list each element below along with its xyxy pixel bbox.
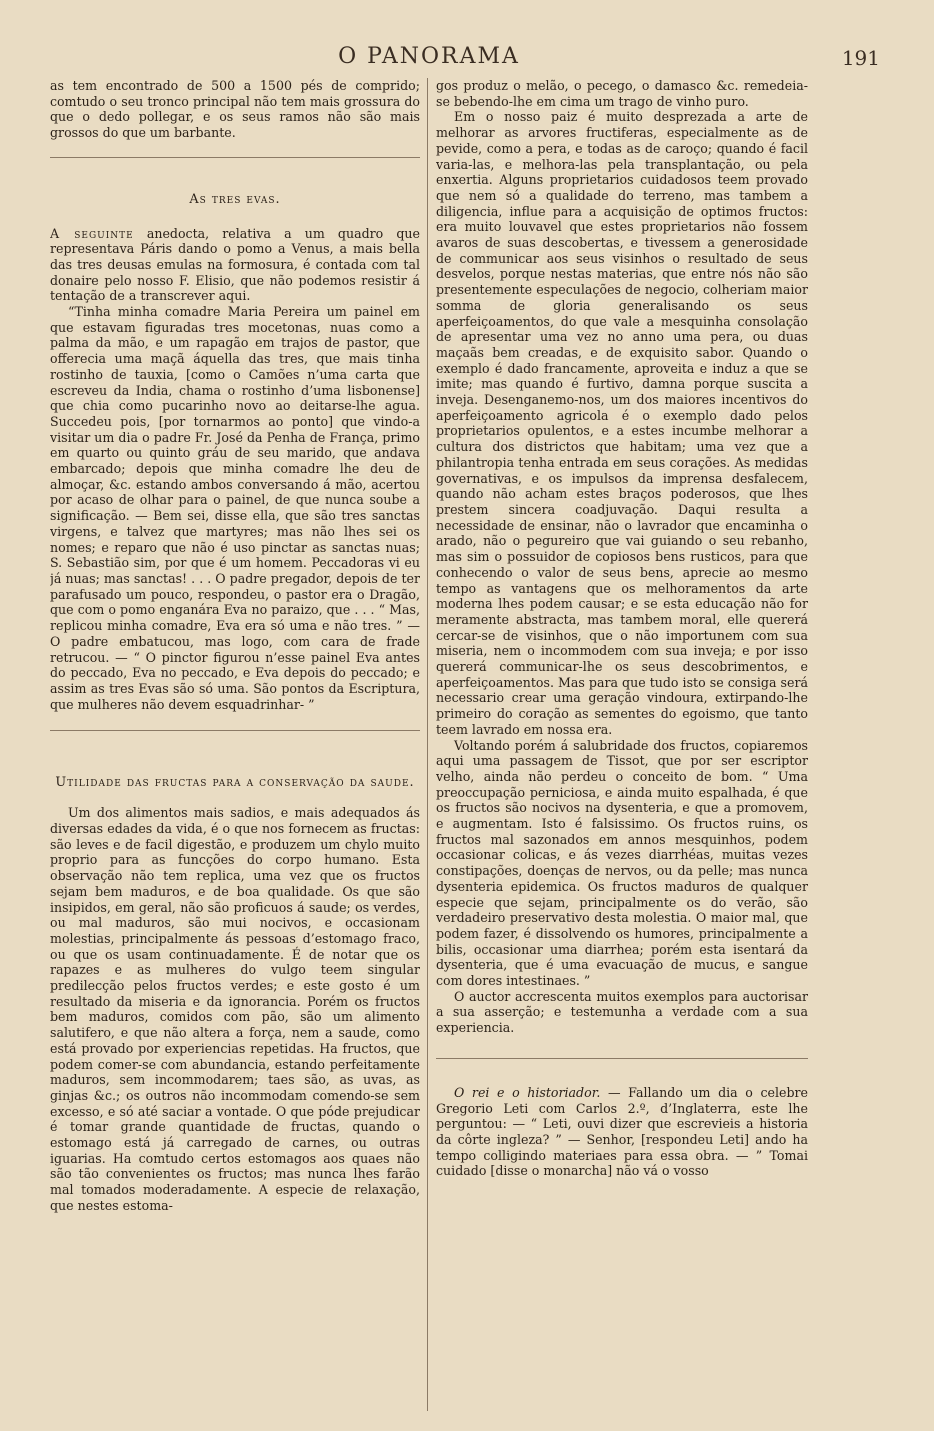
page-header (54, 44, 880, 74)
tres-evas-paragraph-1 (50, 226, 420, 305)
page-number: 191 (841, 46, 880, 70)
lead-words: A seguinte (50, 225, 134, 241)
fructas-continued-paragraph: gos produz o melão, o pecego, o damasco &c. remedeia-se bebendo-lhe em cima um trago de vinho puro. (436, 78, 808, 109)
anecdote-title: O rei e o historiador. (454, 1084, 601, 1100)
anecdote-text: — Fallando um dia o celebre Gregorio Leti com Carlos 2.º, d’Inglaterra, este lhe perguntou: — “ Leti, ouvi dizer que escrevieis a historia da côrte ingleza? ” — Senhor, [respondeu Leti] ando ha tempo colligindo materiaes para essa obra. — ” Tomai cuidado [disse o monarcha] não vá o vosso (436, 1084, 808, 1179)
section-rule (50, 157, 420, 158)
section-rule (50, 730, 420, 731)
fructas-paragraph-3: Voltando porém á salubridade dos fructos, copiaremos aqui uma passagem de Tissot, que por ser escriptor velho, ainda não perdeu o conceito de bom. “ Uma preoccupação perniciosa, e ainda muito espalhada, é que os fructos são nocivos na dysenteria, e que a promovem, e augmentam. Isto é falsissimo. Os fructos ruins, os fructos mal sazonados em annos mesquinhos, podem occasionar colicas, e ás vezes diarrhéas, muitas vezes constipações, doenças de nervos, ou da pelle; mas nunca dysenteria epidemica. Os fructos maduros de qualquer especie que sejam, principalmente os do verão, são verdadeiro preservativo desta molestia. O maior mal, que podem fazer, é dissolvendo os humores, principalmente a bilis, occasionar uma diarrhea; porém esta isentará da dysenteria, que é uma evacuação de mucus, e sangue com dores intestinaes. ” (436, 737, 808, 989)
left-column (50, 78, 420, 1413)
right-column (436, 78, 808, 1413)
section-rule (436, 1058, 808, 1059)
fructas-paragraph-4: O auctor accrescenta muitos exemplos para auctorisar a sua asserção; e testemunha a verdade com a sua experiencia. (436, 988, 808, 1036)
column-divider (427, 78, 428, 1411)
tres-evas-paragraph-1-text: anedocta, relativa a um quadro que representava Páris dando o pomo a Venus, a mais bella das tres deusas emulas na formosura, é contada com tal donaire pelo nosso F. Elisio, que não podemos resistir á tentação de a transcrever aqui. (50, 225, 420, 304)
fructas-paragraph-1: Um dos alimentos mais sadios, e mais adequados ás diversas edades da vida, é o que nos fornecem as fructas: são leves e de facil digestão, e produzem um chylo muito proprio para as funcções do corpo humano. Esta observação não tem replica, uma vez que os fructos sejam bem maduros, e de boa qualidade. Os que são insipidos, em geral, não são proficuos á saude; os verdes, ou mal maduros, são mui nocivos, e occasionam molestias, principalmente ás pessoas d’estomago fraco, ou que os usam continuadamente. É de notar que os rapazes e as mulheres do vulgo teem singular predilecção pelos fructos verdes; e este gosto é um resultado da miseria e da ignorancia. Porém os fructos bem maduros, comidos com pão, são um alimento salutifero, e que não altera a força, nem a saude, como está provado por experiencias repetidas. Ha fructos, que podem comer-se com abundancia, estando perfeitamente maduros, sem incommodarem; taes são, as uvas, as ginjas &c.; os outros não incommodam comendo-se sem excesso, e só até saciar a vontade. O que póde prejudicar é tomar grande quantidade de fructas, quando o estomago está já carregado de carnes, ou outras iguarias. Ha comtudo certos estomagos aos quaes não são tão convenientes os fructos; mas nunca lhes farão mal tomados moderadamente. A especie de relaxação, que nestes estoma- (50, 805, 420, 1213)
section-title-fructas: Utilidade das fructas para a conservação da saude. (55, 775, 415, 791)
intro-paragraph: as tem encontrado de 500 a 1500 pés de comprido; comtudo o seu tronco principal não tem mais grossura do que o dedo pollegar, e os seus ramos não são mais grossos do que um barbante. (50, 78, 420, 141)
section-title-tres-evas: As tres evas. (189, 191, 281, 207)
tres-evas-paragraph-2: “Tinha minha comadre Maria Pereira um painel em que estavam figuradas tres mocetonas, nuas como a palma da mão, e um rapagão em trajos de pastor, que offerecia uma maçã áquella das tres, que mais tinha rostinho de tauxia, [como o Camões n’uma carta que escreveu da India, chama o rostinho d’uma lisbonense] que chia como pucarinho novo ao deitarse-lhe agua. Succedeu pois, [por tornarmos ao ponto] que vindo-a visitar um dia o padre Fr. José da Penha de França, primo em quarto ou quinto gráu de seu marido, que andava embarcado; depois que minha comadre lhe deu de almoçar, &c. estando ambos conversando á mão, acertou por acaso de olhar para o painel, de que nunca soube a significação. — Bem sei, disse ella, que são tres sanctas virgens, e talvez que martyres; mas não lhes sei os nomes; e reparo que não é uso pinctar as sanctas nuas; S. Sebastião sim, por que é um homem. Peccadoras vi eu já nuas; mas sanctas! . . . O padre pregador, depois de ter parafusado um pouco, respondeu, o pastor era o Dragão, que com o pomo enganára Eva no paraizo, que . . . “ Mas, replicou minha comadre, Eva era só uma e não tres. ” — O padre embatucou, mas logo, com cara de frade retrucou. — “ O pinctor figurou n’esse painel Eva antes do peccado, Eva no peccado, e Eva depois do peccado; e assim as tres Evas são só uma. São pontos da Escriptura, que mulheres não devem esquadrinhar- ” (50, 304, 420, 712)
running-title: O PANORAMA (338, 44, 520, 69)
rei-historiador-paragraph (436, 1085, 808, 1179)
fructas-paragraph-2: Em o nosso paiz é muito desprezada a arte de melhorar as arvores fructiferas, especialmente as de pevide, como a pera, e todas as de caroço; quando é facil varia-las, e melhora-las pela transplantação, ou pela enxertia. Alguns proprietarios cuidadosos teem provado que nem só a qualidade do terreno, mas tambem a diligencia, influe para a acquisição de optimos fructos: era muito louvavel que estes proprietarios não fossem avaros de suas descobertas, e tivessem a generosidade de communicar aos seus visinhos o resultado de seus desvelos, porque nestas materias, que entre nós não são presentemente especulações de negocio, colheriam maior somma de gloria generalisando os seus aperfeiçoamentos, do que vale a mesquinha consolação de apresentar uma vez no anno uma pera, ou duas maçaãs bem creadas, e de exquisito sabor. Quando o exemplo é dado francamente, aproveita e induz a que se imite; mas quando é furtivo, damna porque suscita a inveja. Desenganemo-nos, um dos maiores incentivos do aperfeiçoamento agricola é o exemplo dado pelos proprietarios opulentos, e a estes incumbe melhorar a cultura dos districtos que habitam; uma vez que a philantropia tenha entrada em seus corações. As medidas governativas, e os impulsos da imprensa desfalecem, quando não acham estes braços poderosos, que lhes prestem sincera coadjuvação. Daqui resulta a necessidade de ensinar, não o lavrador que encaminha o arado, não o pegureiro que vai guiando o seu rebanho, mas sim o possuidor de copiosos bens rusticos, para que conhecendo o valor de seus bens, aprecie ao mesmo tempo as vantagens que os melhoramentos da arte moderna lhes podem causar; e se esta educação não for meramente abstracta, mas tambem moral, elle quererá cercar-se de visinhos, que o não importunem com sua miseria, nem o incommodem com sua inveja; e por isso quererá communicar-lhe os seus descobrimentos, e aperfeiçoamentos. Mas para que tudo isto se consiga será necessario crear uma geração vindoura, extirpando-lhe primeiro do coração as sementes do egoismo, que tanto teem lavrado em nossa era. (436, 109, 808, 737)
